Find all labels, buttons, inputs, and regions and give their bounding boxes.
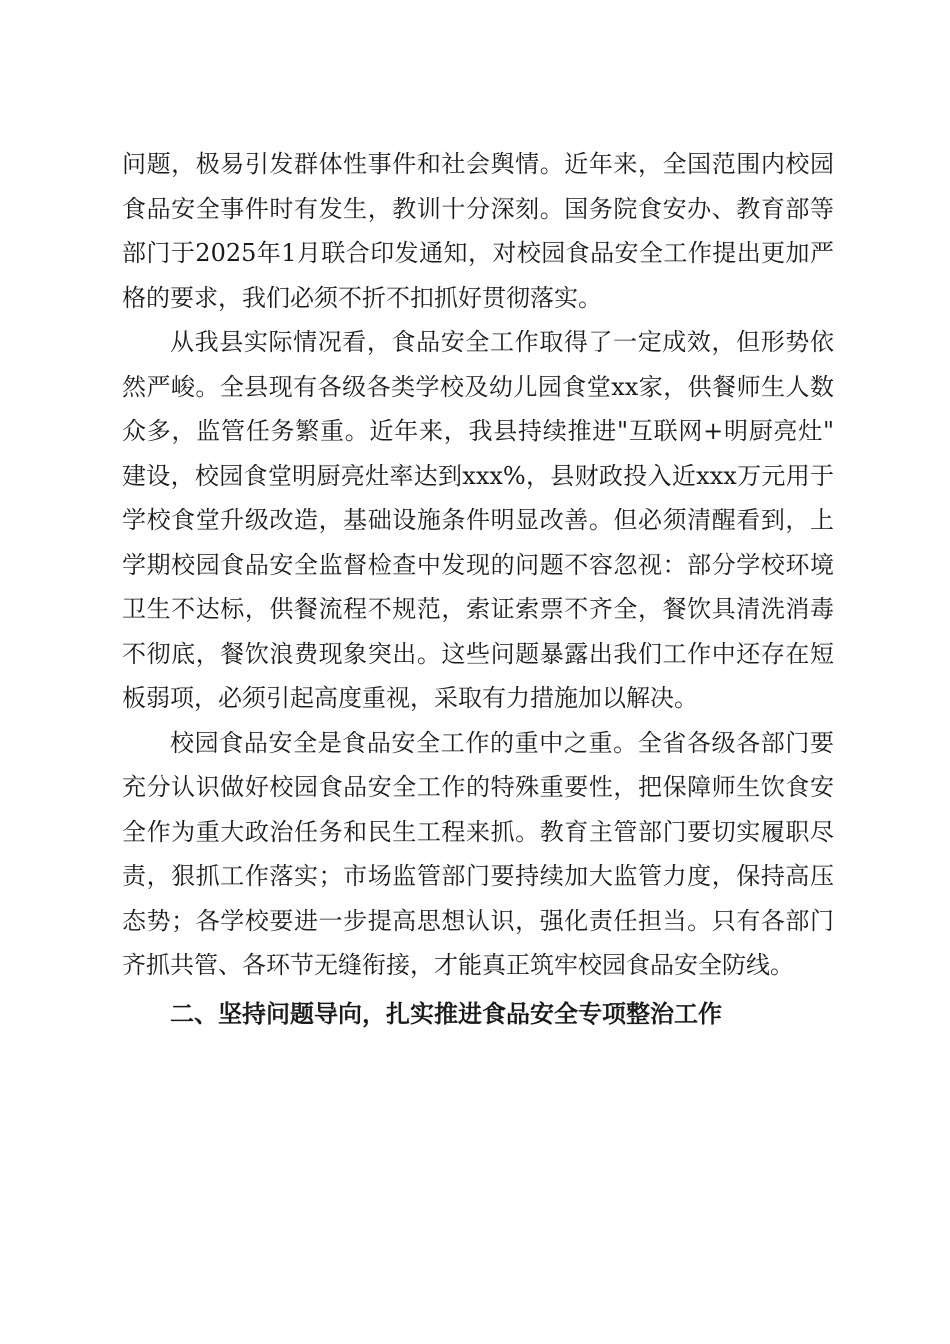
- paragraph-3: 校园食品安全是食品安全工作的重中之重。全省各级各部门要充分认识做好校园食品安全工作的特殊重要性，把保障师生饮食安全作为重大政治任务和民生工程来抓。教育主管部门要切实履职尽责，狠抓工作落实；市场监管部门要持续加大监管力度，保持高压态势；各学校要进一步提高思想认识，强化责任担当。只有各部门齐抓共管、各环节无缝衔接，才能真正筑牢校园食品安全防线。: [122, 728, 834, 979]
- paragraph-1: 问题，极易引发群体性事件和社会舆情。近年来，全国范围内校园食品安全事件时有发生，教训十分深刻。国务院食安办、教育部等部门于2025年1月联合印发通知，对校园食品安全工作提出更加严格的要求，我们必须不折不扣抓好贯彻落实。: [122, 150, 834, 312]
- document-body: [122, 142, 834, 1036]
- paragraph-2: 从我县实际情况看，食品安全工作取得了一定成效，但形势依然严峻。全县现有各级各类学校及幼儿园食堂xx家，供餐师生人数众多，监管任务繁重。近年来，我县持续推进"互联网+明厨亮灶"建设，校园食堂明厨亮灶率达到xxx%，县财政投入近xxx万元用于学校食堂升级改造，基础设施条件明显改善。但必须清醒看到，上学期校园食品安全监督检查中发现的问题不容忽视：部分学校环境卫生不达标，供餐流程不规范，索证索票不齐全，餐饮具清洗消毒不彻底，餐饮浪费现象突出。这些问题暴露出我们工作中还存在短板弱项，必须引起高度重视，采取有力措施加以解决。: [122, 328, 834, 712]
- section-heading: 二、坚持问题导向，扎实推进食品安全专项整治工作: [170, 998, 722, 1028]
